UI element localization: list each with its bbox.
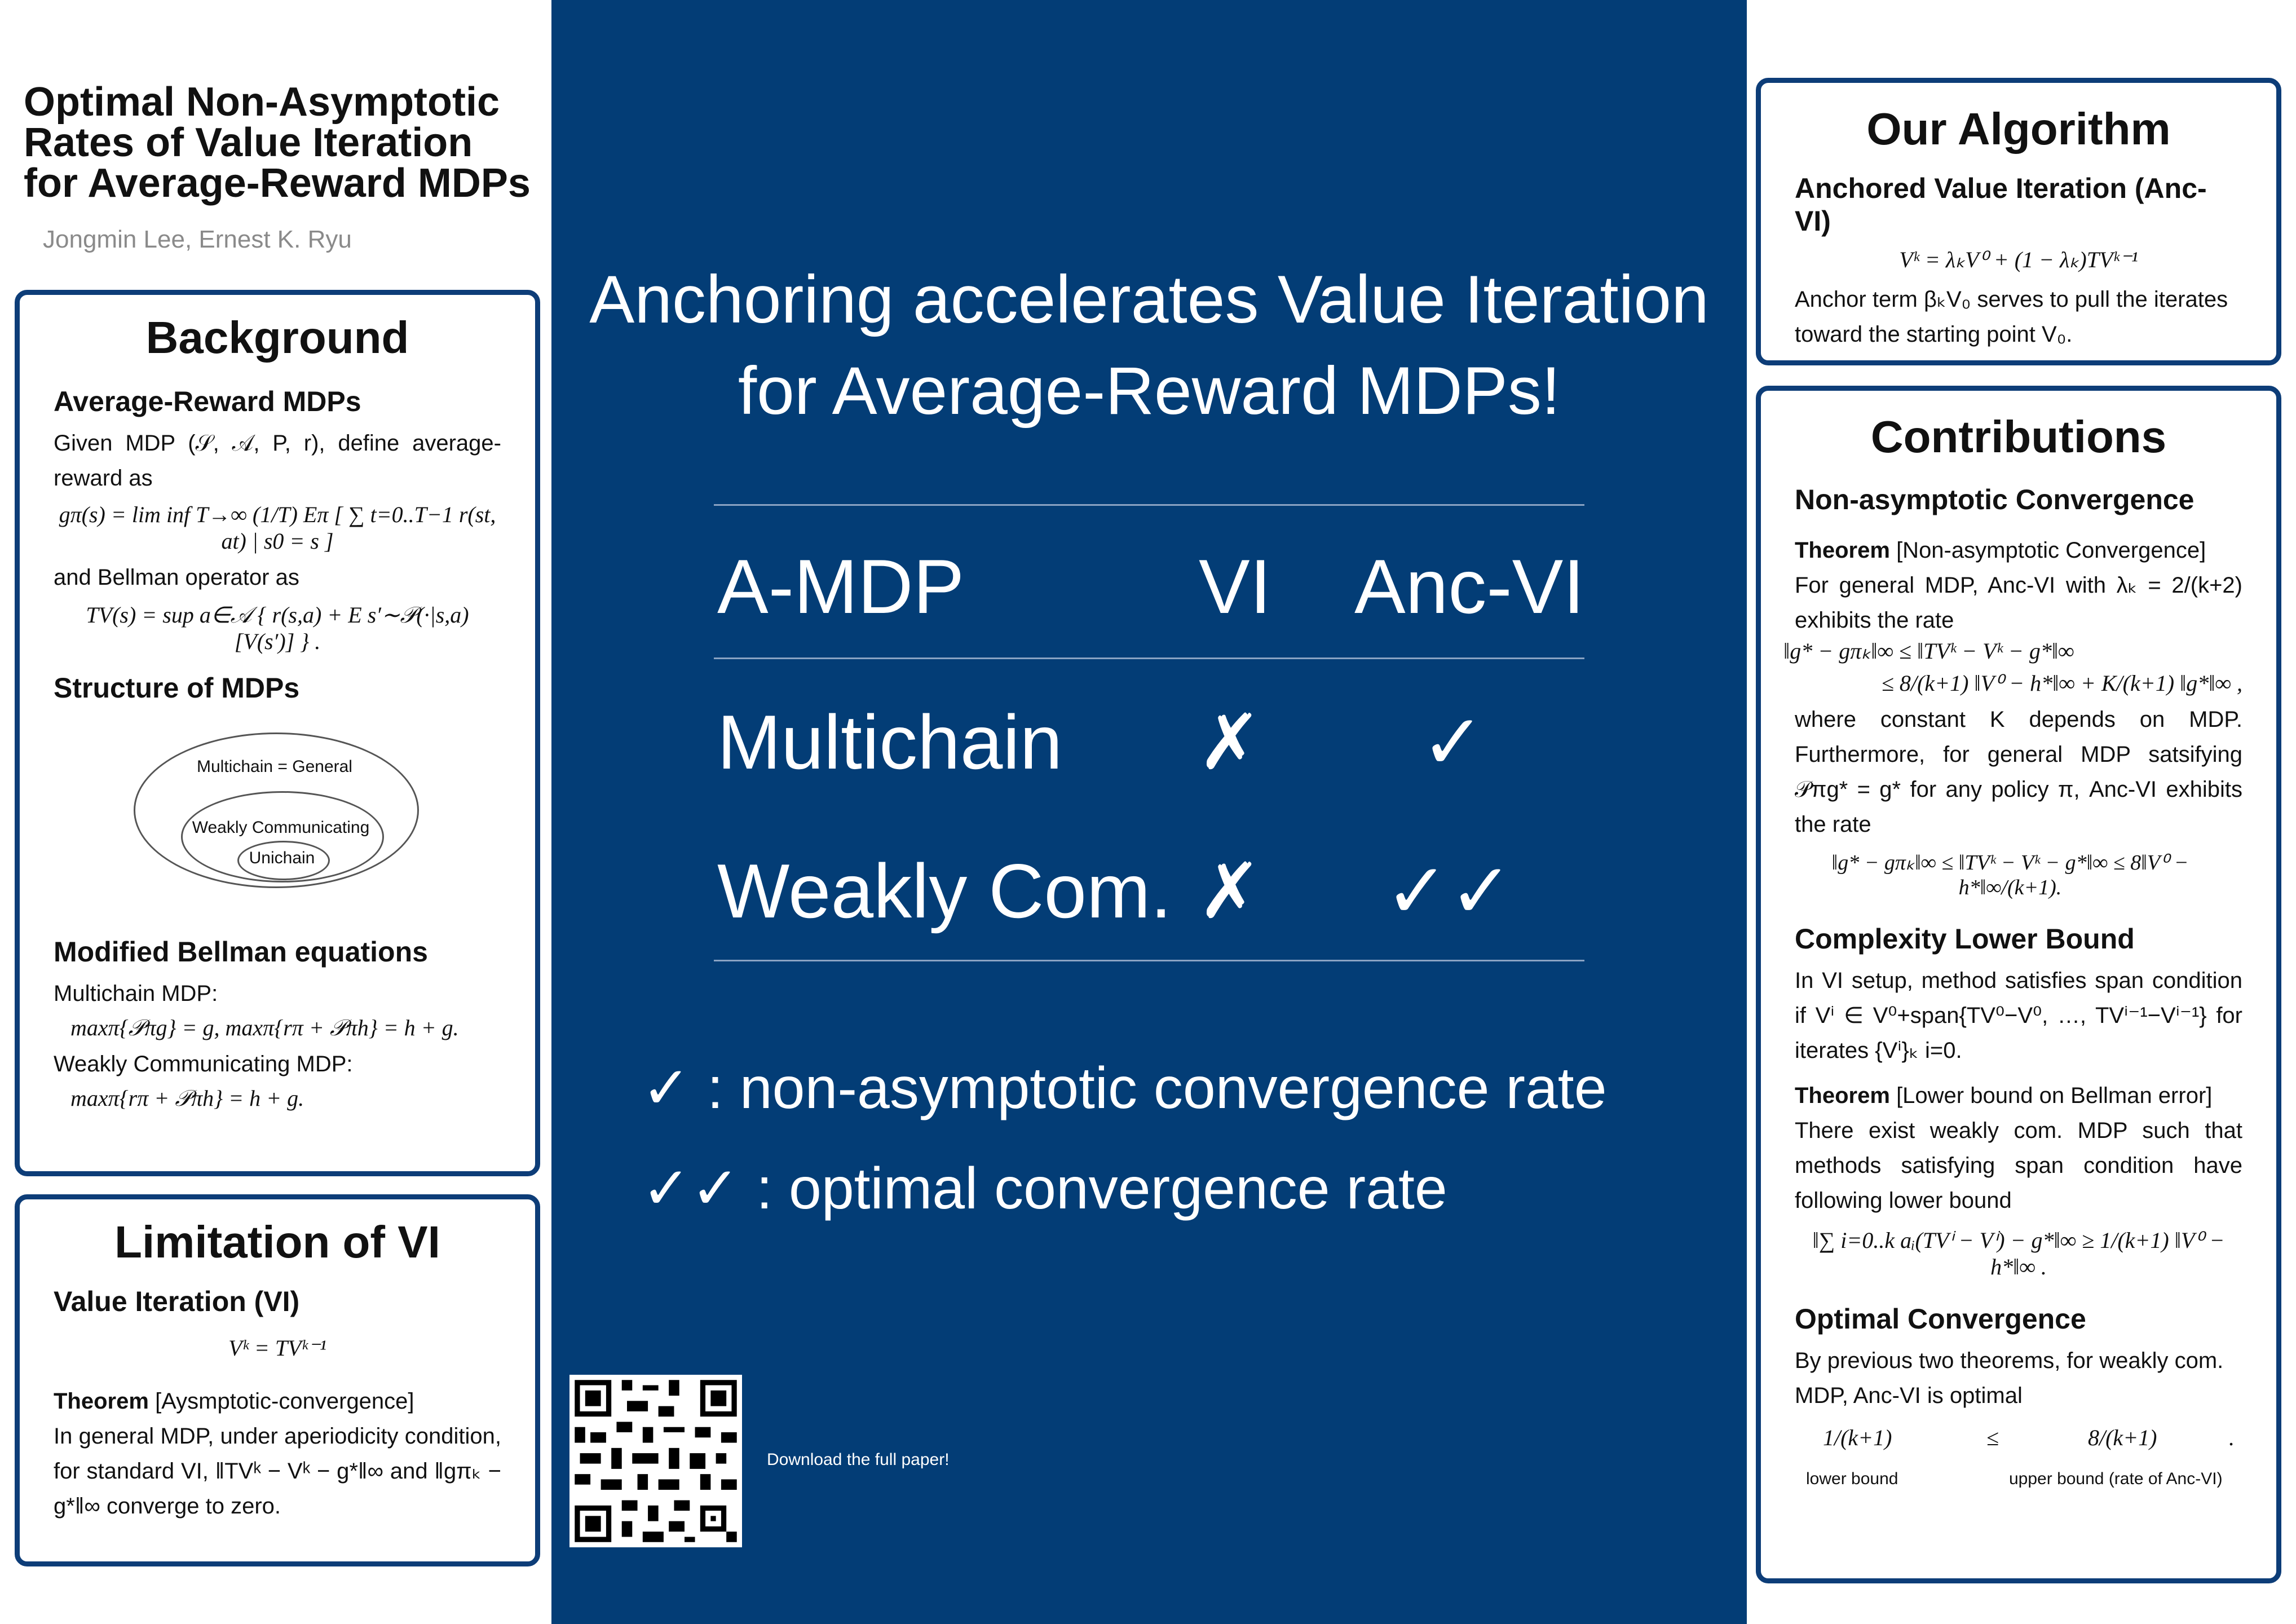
qr-caption: Download the full paper! bbox=[767, 1450, 950, 1469]
nonasym-heading: Non-asymptotic Convergence bbox=[1795, 484, 2195, 515]
row-multichain-name: Multichain bbox=[717, 699, 1063, 785]
limitation-theorem bbox=[54, 1384, 501, 1419]
avg-reward-equation: gπ(s) = lim inf T→∞ (1/T) Eπ [ ∑ t=0..T−1 r(st, at) | s0 = s ] bbox=[59, 502, 496, 554]
ancvi-heading: Anchored Value Iteration (Anc-VI) bbox=[1795, 173, 2207, 237]
page-title bbox=[24, 82, 531, 204]
bellman-text: and Bellman operator as bbox=[54, 565, 299, 590]
algorithm-heading: Our Algorithm bbox=[1866, 104, 2171, 154]
tagline-line-2: for Average-Reward MDPs! bbox=[738, 353, 1561, 429]
structure-heading: Structure of MDPs bbox=[54, 672, 300, 704]
background-section bbox=[15, 290, 540, 1176]
title-line-2: Rates of Value Iteration bbox=[24, 120, 473, 165]
thm1-equation-2: ≤ 8/(k+1) ‖V⁰ − h*‖∞ + K/(k+1) ‖g*‖∞ , bbox=[1881, 670, 2242, 696]
double-check-icon: ✓✓ bbox=[642, 1156, 740, 1221]
lower-bound-label: lower bound bbox=[1806, 1469, 1898, 1488]
limitation-heading: Limitation of VI bbox=[114, 1217, 440, 1267]
row-weakly-vi: ✗ bbox=[1198, 848, 1262, 934]
upper-bound-label: upper bound (rate of Anc-VI) bbox=[2009, 1469, 2223, 1488]
vi-heading: Value Iteration (VI) bbox=[54, 1286, 300, 1317]
authors: Jongmin Lee, Ernest K. Ryu bbox=[43, 226, 352, 253]
limitation-section bbox=[15, 1194, 540, 1566]
algorithm-section bbox=[1756, 78, 2281, 365]
multichain-mdp-label: Multichain MDP: bbox=[54, 981, 218, 1006]
optimal-rhs: 8/(k+1) bbox=[2088, 1425, 2157, 1450]
legend-double-text: : optimal convergence rate bbox=[756, 1156, 1447, 1221]
table-header-vi: VI bbox=[1199, 544, 1271, 629]
theorem-label: Theorem bbox=[54, 1389, 149, 1414]
optimal-heading: Optimal Convergence bbox=[1795, 1303, 2086, 1335]
contributions-heading: Contributions bbox=[1870, 412, 2167, 462]
optimal-bound bbox=[1795, 1419, 2242, 1503]
thm2-equation: ‖∑ i=0..k aᵢ(TVⁱ − Vⁱ) − g*‖∞ ≥ 1/(k+1) ‖V⁰ − h*‖∞ . bbox=[1812, 1228, 2225, 1279]
tagline bbox=[551, 254, 1747, 436]
row-multichain-ancvi: ✓ bbox=[1421, 699, 1485, 785]
thm1-text-2: where constant K depends on MDP. Furthermore, for general MDP satsifying 𝒫πg* = g* for any policy π, Anc-VI exhibits the rate bbox=[1795, 707, 2242, 837]
modified-bellman-heading: Modified Bellman equations bbox=[54, 936, 428, 968]
thm2-name: [Lower bound on Bellman error] bbox=[1896, 1083, 2213, 1108]
contributions-section bbox=[1756, 386, 2281, 1583]
vi-equation: Vᵏ = TVᵏ⁻¹ bbox=[228, 1335, 326, 1361]
weakly-equation: maxπ{rπ + 𝒫πh} = h + g. bbox=[70, 1085, 304, 1111]
qr-code-icon[interactable] bbox=[569, 1375, 742, 1547]
weakly-label: Weakly Communicating bbox=[192, 818, 370, 837]
table-mid-rule bbox=[714, 657, 1584, 659]
thm1-title bbox=[1795, 533, 2242, 568]
optimal-end: . bbox=[2229, 1425, 2235, 1450]
weakly-mdp-label: Weakly Communicating MDP: bbox=[54, 1052, 353, 1076]
background-heading: Background bbox=[145, 312, 409, 363]
thm2-label: Theorem bbox=[1795, 1083, 1890, 1108]
tagline-line-1: Anchoring accelerates Value Iteration bbox=[589, 262, 1709, 337]
thm1-label: Theorem bbox=[1795, 538, 1890, 563]
thm1-equation-3: ‖g* − gπₖ‖∞ ≤ ‖TVᵏ − Vᵏ − g*‖∞ ≤ 8‖V⁰ − h*‖∞/(k+1). bbox=[1831, 851, 2189, 899]
optimal-relation: ≤ bbox=[1986, 1425, 1999, 1450]
lower-bound-heading: Complexity Lower Bound bbox=[1795, 923, 2135, 955]
multichain-label: Multichain = General bbox=[197, 757, 352, 776]
legend-single-text: : non-asymptotic convergence rate bbox=[707, 1056, 1607, 1121]
table-bottom-rule bbox=[714, 960, 1584, 961]
optimal-lhs: 1/(k+1) bbox=[1823, 1425, 1892, 1450]
thm2-title bbox=[1795, 1078, 2242, 1113]
center-panel bbox=[551, 0, 1747, 1624]
anchor-text: Anchor term βₖV₀ serves to pull the iterates toward the starting point V₀. bbox=[1795, 287, 2228, 347]
check-icon: ✓ bbox=[642, 1056, 691, 1121]
optimal-text: By previous two theorems, for weakly com. MDP, Anc-VI is optimal bbox=[1795, 1348, 2224, 1408]
avg-reward-text: Given MDP (𝒮, 𝒜, P, r), define average-reward as bbox=[54, 431, 501, 491]
avg-reward-heading: Average-Reward MDPs bbox=[54, 386, 361, 417]
ancvi-equation: Vᵏ = λₖV⁰ + (1 − λₖ)TVᵏ⁻¹ bbox=[1899, 247, 2138, 272]
title-line-1: Optimal Non-Asymptotic bbox=[24, 80, 500, 125]
title-line-3: for Average-Reward MDPs bbox=[24, 161, 531, 206]
thm2-text: There exist weakly com. MDP such that methods satisfying span condition have following lower bound bbox=[1795, 1118, 2242, 1213]
table-header-ancvi: Anc-VI bbox=[1354, 544, 1585, 629]
theorem-name: [Aysmptotic-convergence] bbox=[155, 1389, 414, 1414]
thm1-equation-1: ‖g* − gπₖ‖∞ ≤ ‖TVᵏ − Vᵏ − g*‖∞ bbox=[1783, 638, 2074, 664]
row-multichain-vi: ✗ bbox=[1198, 699, 1262, 785]
multichain-equation: maxπ{𝒫πg} = g, maxπ{rπ + 𝒫πh} = h + g. bbox=[70, 1015, 459, 1040]
limitation-theorem-text: In general MDP, under aperiodicity condition, for standard VI, ‖TVᵏ − Vᵏ − g*‖∞ and ‖gπₖ − g*‖∞ converge to zero. bbox=[54, 1424, 501, 1519]
table-top-rule bbox=[714, 504, 1584, 506]
mdp-structure-diagram bbox=[54, 710, 501, 913]
row-weakly-name: Weakly Com. bbox=[717, 848, 1172, 934]
legend-double-check bbox=[642, 1154, 1447, 1223]
bellman-equation: TV(s) = sup a∈𝒜 { r(s,a) + E s′∼𝒫(·|s,a) [V(s′)] } . bbox=[86, 602, 469, 654]
thm1-name: [Non-asymptotic Convergence] bbox=[1896, 538, 2206, 563]
table-header-amdp: A-MDP bbox=[717, 544, 965, 629]
span-condition-text: In VI setup, method satisfies span condition if Vⁱ ∈ V⁰+span{TV⁰−V⁰, …, TVⁱ⁻¹−Vⁱ⁻¹} for iterates {Vⁱ}ₖ i=0. bbox=[1795, 968, 2242, 1063]
row-weakly-ancvi: ✓✓ bbox=[1385, 848, 1513, 934]
legend-single-check bbox=[642, 1053, 1607, 1122]
unichain-label: Unichain bbox=[249, 849, 315, 867]
thm1-text: For general MDP, Anc-VI with λₖ = 2/(k+2) exhibits the rate bbox=[1795, 573, 2242, 633]
